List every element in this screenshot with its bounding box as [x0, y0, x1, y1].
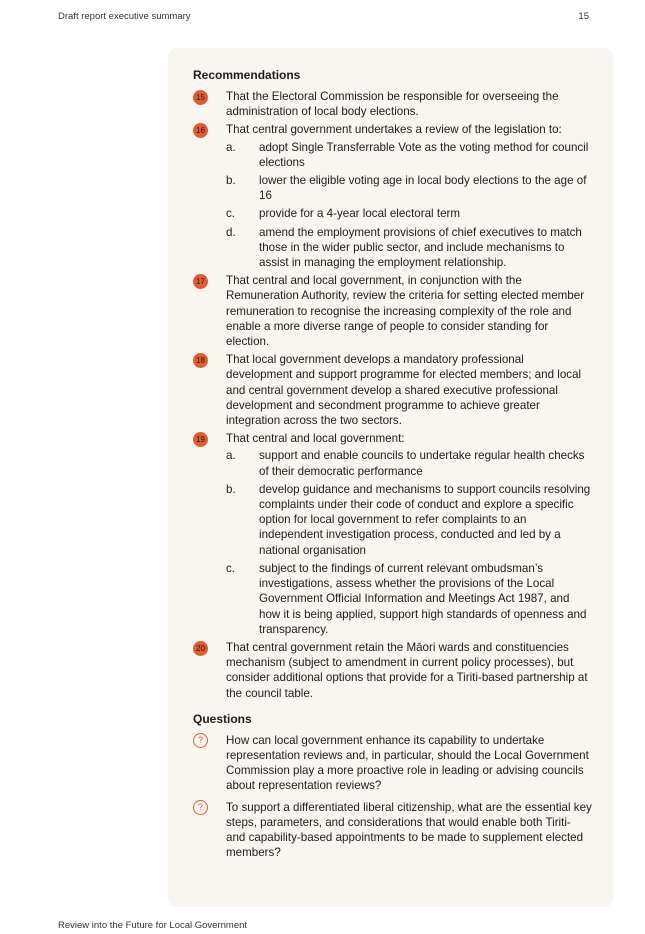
recommendation-text: That central government undertakes a review of the legislation to:	[226, 123, 562, 137]
subitem-letter: a.	[226, 140, 236, 154]
subitem-letter: a.	[226, 449, 236, 463]
subitem-text: develop guidance and mechanisms to support councils resolving complaints under their code of conduct and explore a specific option for local government to refer complaints to an independent investigation process, conducted and led by a national organisation	[259, 482, 591, 557]
subitem-letter: b.	[226, 482, 236, 496]
recommendation-number-badge: 16	[193, 123, 208, 138]
subitem-text: support and enable councils to undertake regular health checks of their democratic performance	[259, 449, 585, 478]
question-text: How can local government enhance its capability to undertake representation reviews and, in particular, should the Local Government Commission play a more proactive role in leading or advising councils about representation reviews?	[226, 733, 589, 793]
recommendation-subitem	[226, 140, 593, 170]
subitem-letter: c.	[226, 207, 236, 221]
running-header	[58, 11, 589, 22]
panel-content	[193, 68, 593, 866]
subitem-text: adopt Single Transferrable Vote as the voting method for council elections	[259, 140, 589, 169]
subitem-letter: b.	[226, 174, 236, 188]
question-mark-icon: ?	[193, 800, 208, 815]
recommendation-sublist	[226, 140, 593, 271]
subitem-text: provide for a 4-year local electoral term	[259, 207, 461, 221]
subitem-letter: c.	[226, 561, 236, 575]
recommendation-text: That central and local government:	[226, 432, 405, 446]
question-mark-icon: ?	[193, 733, 208, 748]
recommendation-number-badge: 19	[193, 432, 208, 447]
recommendation-number-badge: 20	[193, 641, 208, 656]
recommendation-subitem	[226, 206, 593, 221]
recommendations-heading: Recommendations	[193, 68, 301, 82]
recommendation-number-badge: 17	[193, 274, 208, 289]
recommendation-item	[193, 89, 593, 119]
recommendation-item	[193, 431, 593, 637]
recommendation-item	[193, 122, 593, 270]
subitem-text: amend the employment provisions of chief executives to match those in the wider public sector, and include mechanisms to assist in managing the employment relationship.	[259, 225, 582, 270]
header-title: Draft report executive summary	[58, 11, 191, 22]
questions-list	[193, 733, 593, 861]
recommendation-subitem	[226, 173, 593, 203]
recommendation-text: That central and local government, in conjunction with the Remuneration Authority, review the criteria for setting elected member remuneration to recognise the increasing complexity of the role and enable a more diverse range of people to consider standing for election.	[226, 274, 585, 349]
recommendations-list	[193, 89, 593, 701]
recommendation-item	[193, 352, 593, 428]
recommendation-sublist	[226, 448, 593, 636]
recommendation-subitem	[226, 448, 593, 478]
question-item	[193, 800, 593, 861]
question-text: To support a differentiated liberal citizenship, what are the essential key steps, parameters, and considerations that would enable both Tiriti- and capability-based appointments to be made to supplement elected members?	[226, 800, 592, 860]
question-item	[193, 733, 593, 794]
recommendation-text: That the Electoral Commission be responsible for overseeing the administration of local body elections.	[226, 90, 559, 119]
recommendation-subitem	[226, 225, 593, 271]
recommendation-subitem	[226, 561, 593, 637]
recommendation-number-badge: 18	[193, 353, 208, 368]
subitem-text: lower the eligible voting age in local body elections to the age of 16	[259, 174, 587, 203]
footer: Review into the Future for Local Government	[58, 920, 248, 931]
page-number: 15	[578, 11, 589, 22]
subitem-letter: d.	[226, 225, 236, 239]
recommendation-number-badge: 15	[193, 90, 208, 105]
questions-heading: Questions	[193, 711, 252, 726]
subitem-text: subject to the findings of current relevant ombudsman’s investigations, assess whether the provisions of the Local Government Official Information and Meetings Act 1987, and how it is being applied, support high standards of openness and transparency.	[259, 561, 587, 636]
recommendation-item	[193, 640, 593, 701]
recommendation-text: That central government retain the Māori wards and constituencies mechanism (subject to amendment in current policy processes), but consider additional options that provide for a Tiriti-based partnership at the council table.	[226, 640, 588, 700]
recommendation-item	[193, 273, 593, 349]
recommendation-text: That local government develops a mandatory professional development and support programme for elected members; and local and central government develop a shared executive professional development and secondment programme to achieve greater integration across the two sectors.	[226, 353, 582, 428]
recommendation-subitem	[226, 482, 593, 558]
